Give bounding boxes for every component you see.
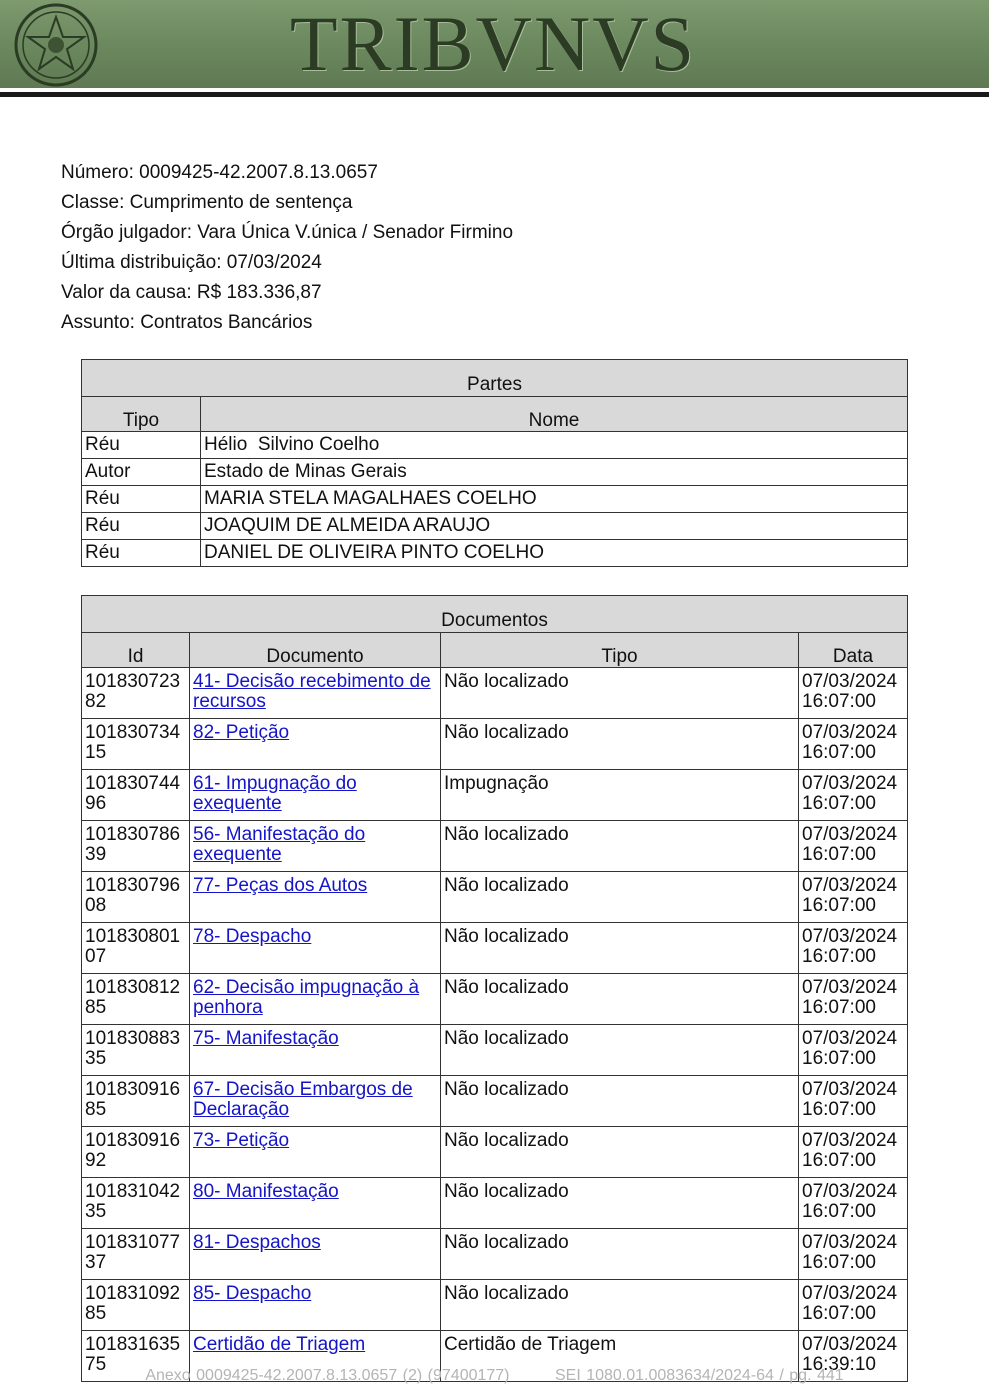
document-row — [82, 1025, 908, 1076]
document-link[interactable]: 75- Manifestação — [193, 1028, 339, 1049]
party-row — [82, 513, 908, 540]
document-data: 07/03/2024 16:39:10 — [799, 1331, 908, 1382]
party-tipo: Réu — [82, 513, 201, 540]
document-link[interactable]: 62- Decisão impugnação à penhora — [193, 977, 420, 1018]
footer-anexo: Anexo 0009425-42.2007.8.13.0657 (2) (97400177) — [145, 1367, 510, 1384]
document-link[interactable]: 56- Manifestação do exequente — [193, 824, 366, 865]
document-id: 10183079608 — [82, 872, 190, 923]
documents-col-documento: Documento — [190, 633, 441, 668]
document-row — [82, 974, 908, 1025]
document-tipo: Não localizado — [441, 1280, 799, 1331]
document-link[interactable]: 80- Manifestação — [193, 1181, 339, 1202]
document-tipo: Não localizado — [441, 1229, 799, 1280]
party-nome: JOAQUIM DE ALMEIDA ARAUJO — [201, 513, 908, 540]
document-id: 10183072382 — [82, 668, 190, 719]
document-cell — [190, 668, 441, 719]
document-tipo: Não localizado — [441, 668, 799, 719]
document-row — [82, 923, 908, 974]
document-tipo: Não localizado — [441, 923, 799, 974]
document-id: 10183081285 — [82, 974, 190, 1025]
document-id: 10183091692 — [82, 1127, 190, 1178]
document-row — [82, 1280, 908, 1331]
document-cell — [190, 719, 441, 770]
document-data: 07/03/2024 16:07:00 — [799, 974, 908, 1025]
process-metadata — [61, 158, 513, 338]
documents-caption: Documentos — [82, 596, 908, 633]
document-cell — [190, 821, 441, 872]
document-id: 10183078639 — [82, 821, 190, 872]
document-data: 07/03/2024 16:07:00 — [799, 1229, 908, 1280]
party-tipo: Autor — [82, 459, 201, 486]
document-row — [82, 1127, 908, 1178]
document-row — [82, 719, 908, 770]
document-tipo: Não localizado — [441, 974, 799, 1025]
process-class: Classe: Cumprimento de sentença — [61, 192, 353, 213]
document-tipo: Certidão de Triagem — [441, 1331, 799, 1382]
document-link[interactable]: 82- Petição — [193, 722, 290, 743]
document-data: 07/03/2024 16:07:00 — [799, 1178, 908, 1229]
document-row — [82, 770, 908, 821]
document-link[interactable]: 81- Despachos — [193, 1232, 321, 1253]
document-id: 10183109285 — [82, 1280, 190, 1331]
document-id: 10183080107 — [82, 923, 190, 974]
document-row — [82, 1178, 908, 1229]
document-cell — [190, 872, 441, 923]
document-link[interactable]: 61- Impugnação do exequente — [193, 773, 357, 814]
document-cell — [190, 1076, 441, 1127]
documents-col-tipo: Tipo — [441, 633, 799, 668]
process-number: Número: 0009425-42.2007.8.13.0657 — [61, 162, 378, 183]
document-row — [82, 872, 908, 923]
document-data: 07/03/2024 16:07:00 — [799, 1076, 908, 1127]
document-id: 10183074496 — [82, 770, 190, 821]
case-subject: Assunto: Contratos Bancários — [61, 312, 313, 333]
parties-table — [81, 359, 908, 567]
document-cell — [190, 1127, 441, 1178]
document-row — [82, 1229, 908, 1280]
document-tipo: Não localizado — [441, 1025, 799, 1076]
party-nome: Estado de Minas Gerais — [201, 459, 908, 486]
parties-col-nome: Nome — [201, 397, 908, 432]
document-data: 07/03/2024 16:07:00 — [799, 821, 908, 872]
case-value: Valor da causa: R$ 183.336,87 — [61, 282, 322, 303]
document-cell — [190, 1025, 441, 1076]
document-link[interactable]: 85- Despacho — [193, 1283, 312, 1304]
document-data: 07/03/2024 16:07:00 — [799, 872, 908, 923]
document-tipo: Não localizado — [441, 1178, 799, 1229]
document-id: 10183088335 — [82, 1025, 190, 1076]
document-link[interactable]: 67- Decisão Embargos de Declaração — [193, 1079, 413, 1120]
document-cell — [190, 1280, 441, 1331]
parties-col-tipo: Tipo — [82, 397, 201, 432]
document-data: 07/03/2024 16:07:00 — [799, 668, 908, 719]
document-tipo: Não localizado — [441, 872, 799, 923]
party-row — [82, 459, 908, 486]
document-data: 07/03/2024 16:07:00 — [799, 770, 908, 821]
document-data: 07/03/2024 16:07:00 — [799, 1280, 908, 1331]
party-nome: Hélio Silvino Coelho — [201, 432, 908, 459]
document-tipo: Não localizado — [441, 821, 799, 872]
party-nome: MARIA STELA MAGALHAES COELHO — [201, 486, 908, 513]
party-tipo: Réu — [82, 486, 201, 513]
parties-caption: Partes — [82, 360, 908, 397]
document-tipo: Impugnação — [441, 770, 799, 821]
document-cell — [190, 1229, 441, 1280]
document-data: 07/03/2024 16:07:00 — [799, 923, 908, 974]
documents-col-id: Id — [82, 633, 190, 668]
footer-sei: SEI 1080.01.0083634/2024-64 / pg. 441 — [554, 1367, 844, 1384]
document-row — [82, 668, 908, 719]
party-tipo: Réu — [82, 540, 201, 567]
document-cell — [190, 923, 441, 974]
document-tipo: Não localizado — [441, 719, 799, 770]
documents-col-data: Data — [799, 633, 908, 668]
parties-body — [82, 432, 908, 567]
document-tipo: Não localizado — [441, 1076, 799, 1127]
documents-body — [82, 668, 908, 1382]
document-id: 10183107737 — [82, 1229, 190, 1280]
last-distribution: Última distribuição: 07/03/2024 — [61, 252, 322, 273]
document-link[interactable]: 73- Petição — [193, 1130, 290, 1151]
documents-table — [81, 595, 908, 1382]
header-banner — [0, 0, 989, 88]
document-cell — [190, 770, 441, 821]
document-link[interactable]: 77- Peças dos Autos — [193, 875, 368, 896]
document-link[interactable]: 41- Decisão recebimento de recursos — [193, 671, 431, 712]
document-row — [82, 821, 908, 872]
document-tipo: Não localizado — [441, 1127, 799, 1178]
document-id: 10183104235 — [82, 1178, 190, 1229]
judging-body: Órgão julgador: Vara Única V.única / Senador Firmino — [61, 222, 514, 243]
document-row — [82, 1076, 908, 1127]
document-data: 07/03/2024 16:07:00 — [799, 1025, 908, 1076]
document-id: 10183163575 — [82, 1331, 190, 1382]
document-data: 07/03/2024 16:07:00 — [799, 1127, 908, 1178]
coat-of-arms-icon — [12, 3, 100, 87]
document-cell — [190, 1178, 441, 1229]
document-link[interactable]: Certidão de Triagem — [193, 1334, 366, 1355]
document-cell — [190, 974, 441, 1025]
document-link[interactable]: 78- Despacho — [193, 926, 312, 947]
party-nome: DANIEL DE OLIVEIRA PINTO COELHO — [201, 540, 908, 567]
page-footer — [0, 1367, 989, 1385]
document-data: 07/03/2024 16:07:00 — [799, 719, 908, 770]
banner-divider-dark — [0, 92, 989, 97]
party-row — [82, 432, 908, 459]
brand-title: TRIBVNVS — [290, 0, 697, 87]
document-id: 10183073415 — [82, 719, 190, 770]
party-row — [82, 486, 908, 513]
party-row — [82, 540, 908, 567]
party-tipo: Réu — [82, 432, 201, 459]
document-id: 10183091685 — [82, 1076, 190, 1127]
